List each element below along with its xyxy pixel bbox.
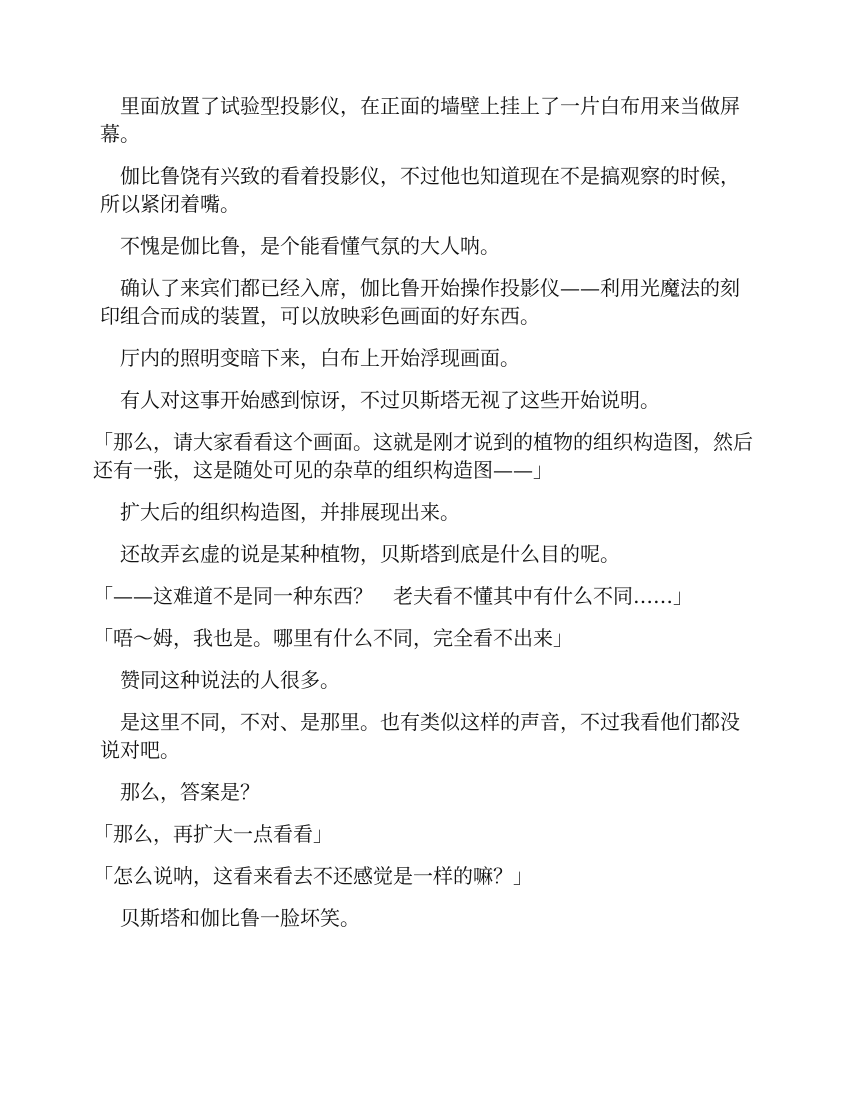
paragraph: 伽比鲁饶有兴致的看着投影仪，不过他也知道现在不是搞观察的时候，所以紧闭着嘴。 xyxy=(100,164,740,216)
paragraph: 里面放置了试验型投影仪，在正面的墙壁上挂上了一片白布用来当做屏幕。 xyxy=(100,94,740,146)
paragraph: 还故弄玄虚的说是某种植物，贝斯塔到底是什么目的呢。 xyxy=(120,542,620,566)
dialogue-paragraph: 「——这难道不是同一种东西？ 老夫看不懂其中有什么不同……」 xyxy=(93,584,693,608)
paragraph: 厅内的照明变暗下来，白布上开始浮现画面。 xyxy=(120,346,520,370)
dialogue-paragraph: 「怎么说呐，这看来看去不还感觉是一样的嘛？」 xyxy=(93,864,533,888)
dialogue-paragraph: 「那么，请大家看看这个画面。这就是刚才说到的植物的组织构造图，然后还有一张，这是随处可见的杂草的组织构造图——」 xyxy=(93,430,753,482)
paragraph: 那么，答案是？ xyxy=(120,780,260,804)
dialogue-paragraph: 「唔～姆，我也是。哪里有什么不同，完全看不出来」 xyxy=(93,626,573,650)
paragraph: 不愧是伽比鲁，是个能看懂气氛的大人呐。 xyxy=(120,234,500,258)
paragraph: 赞同这种说法的人很多。 xyxy=(120,668,340,692)
paragraph: 是这里不同，不对、是那里。也有类似这样的声音，不过我看他们都没说对吧。 xyxy=(100,710,740,762)
dialogue-paragraph: 「那么，再扩大一点看看」 xyxy=(93,822,333,846)
paragraph: 扩大后的组织构造图，并排展现出来。 xyxy=(120,500,460,524)
paragraph: 有人对这事开始感到惊讶，不过贝斯塔无视了这些开始说明。 xyxy=(120,388,660,412)
document-page xyxy=(93,92,755,946)
paragraph: 贝斯塔和伽比鲁一脸坏笑。 xyxy=(120,906,360,930)
paragraph: 确认了来宾们都已经入席，伽比鲁开始操作投影仪——利用光魔法的刻印组合而成的装置，可以放映彩色画面的好东西。 xyxy=(100,276,740,328)
